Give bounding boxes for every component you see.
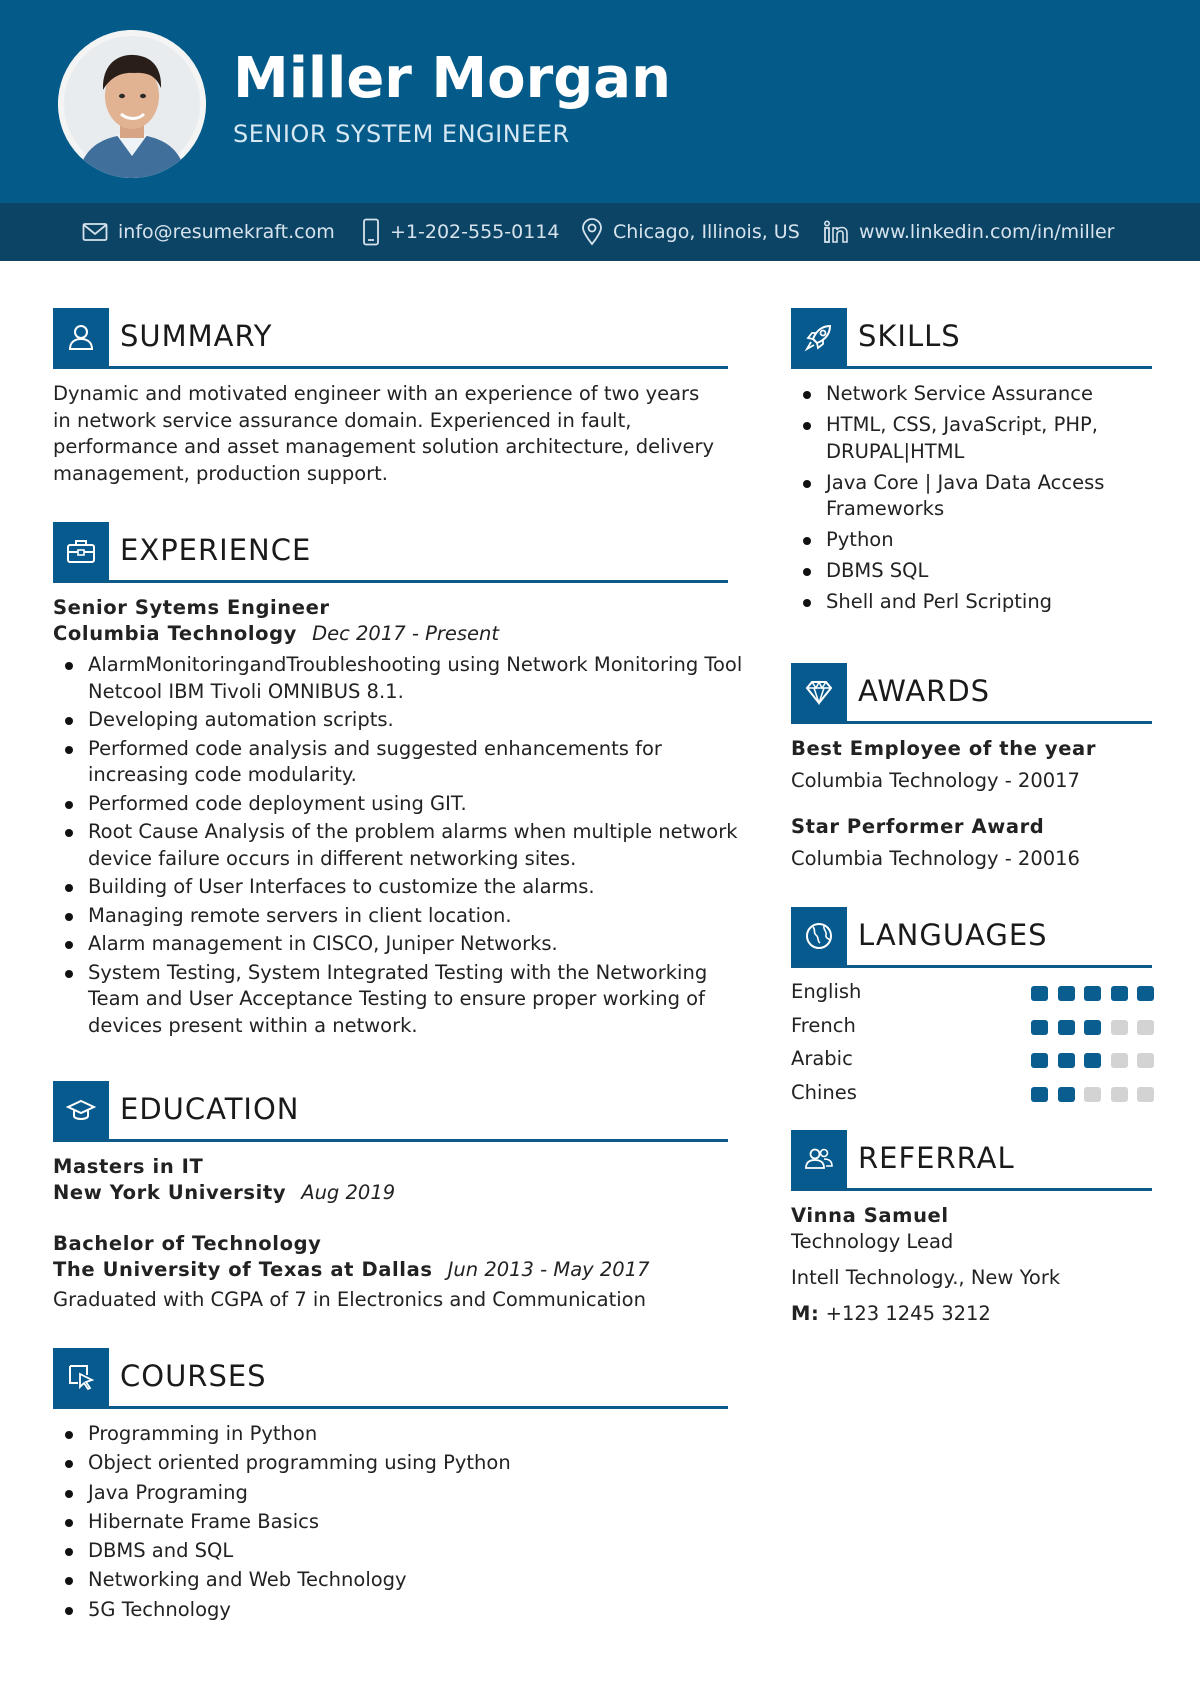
language-row [791, 1047, 1157, 1077]
proficiency-dot [1084, 986, 1101, 1001]
edu-school: New York University [53, 1181, 287, 1204]
referral-name: Vinna Samuel [791, 1204, 949, 1227]
awards-heading: AWARDS [858, 674, 991, 708]
job-company-line [53, 622, 499, 645]
cursor-click-icon [53, 1348, 109, 1406]
candidate-name: Miller Morgan [233, 46, 671, 111]
summary-text: Dynamic and motivated engineer with an experience of two years in network service assurance domain. Experienced in fault, performance and asset management solution architecture, delivery management, production support. [53, 382, 715, 485]
list-item: 5G Technology [53, 1597, 733, 1624]
proficiency-dot [1058, 1020, 1075, 1035]
referral-role: Technology Lead [791, 1230, 954, 1253]
list-item: Hibernate Frame Basics [53, 1509, 733, 1536]
list-item: HTML, CSS, JavaScript, PHP, DRUPAL|HTML [791, 412, 1136, 465]
list-item: Developing automation scripts. [53, 707, 743, 734]
award-title: Best Employee of the year [791, 737, 1097, 760]
language-name: Arabic [791, 1047, 853, 1070]
proficiency-dot [1111, 1087, 1128, 1102]
list-item: Python [791, 527, 1136, 554]
list-item: Object oriented programming using Python [53, 1450, 733, 1477]
proficiency-dot [1111, 1053, 1128, 1068]
courses-section-header [53, 1348, 728, 1409]
briefcase-icon [53, 522, 109, 580]
list-item: Building of User Interfaces to customize the alarms. [53, 874, 743, 901]
proficiency-dot [1058, 1087, 1075, 1102]
job-dates: Dec 2017 - Present [312, 622, 500, 645]
job-company: Columbia Technology [53, 622, 297, 645]
proficiency-dot [1058, 986, 1075, 1001]
job-bullet-list [53, 652, 743, 1039]
mobile-phone-icon [362, 218, 380, 246]
proficiency-dot [1031, 1020, 1048, 1035]
list-item: Shell and Perl Scripting [791, 589, 1136, 616]
summary-heading: SUMMARY [120, 319, 273, 353]
list-item: Networking and Web Technology [53, 1567, 733, 1594]
contact-email[interactable]: info@resumekraft.com [82, 203, 335, 261]
contact-location: Chicago, Illinois, US [581, 203, 800, 261]
proficiency-dot [1031, 1053, 1048, 1068]
job-title: Senior Sytems Engineer [53, 596, 330, 619]
award-detail: Columbia Technology - 20016 [791, 847, 1080, 870]
list-item: AlarmMonitoringandTroubleshooting using Network Monitoring Tool Netcool IBM Tivoli OMNIBUS 8.1. [53, 652, 743, 705]
linkedin-icon [823, 220, 849, 244]
edu-dates: Aug 2019 [301, 1181, 396, 1204]
contact-bar [0, 203, 1200, 261]
rocket-icon [791, 308, 847, 366]
proficiency-dot [1084, 1020, 1101, 1035]
user-icon [53, 308, 109, 366]
edu-degree: Bachelor of Technology [53, 1232, 322, 1255]
proficiency-dot [1137, 1020, 1154, 1035]
mail-icon [82, 222, 108, 242]
edu-school: The University of Texas at Dallas [53, 1258, 433, 1281]
edu-note: Graduated with CGPA of 7 in Electronics and Communication [53, 1288, 646, 1311]
experience-section-header [53, 522, 728, 583]
skills-list [791, 381, 1136, 620]
proficiency-dot [1058, 1053, 1075, 1068]
language-name: English [791, 980, 862, 1003]
skills-section-header [791, 308, 1152, 369]
list-item: Root Cause Analysis of the problem alarms when multiple network device failure occurs in different networking sites. [53, 819, 743, 872]
proficiency-dot [1031, 986, 1048, 1001]
experience-heading: EXPERIENCE [120, 533, 312, 567]
education-section-header [53, 1081, 728, 1142]
courses-heading: COURSES [120, 1359, 267, 1393]
candidate-title: SENIOR SYSTEM ENGINEER [233, 120, 570, 148]
list-item: Programming in Python [53, 1421, 733, 1448]
proficiency-dot [1137, 1087, 1154, 1102]
awards-section-header [791, 663, 1152, 724]
education-heading: EDUCATION [120, 1092, 300, 1126]
edu-school-line [53, 1181, 395, 1204]
proficiency-dot [1084, 1053, 1101, 1068]
list-item: Java Programing [53, 1480, 733, 1507]
languages-heading: LANGUAGES [858, 918, 1048, 952]
referral-company: Intell Technology., New York [791, 1266, 1061, 1289]
list-item: Performed code analysis and suggested enhancements for increasing code modularity. [53, 736, 743, 789]
award-detail: Columbia Technology - 20017 [791, 769, 1080, 792]
location-pin-icon [581, 218, 603, 246]
header-banner [0, 0, 1200, 203]
language-name: French [791, 1013, 856, 1037]
contact-phone[interactable]: +1-202-555-0114 [362, 203, 559, 261]
list-item: Java Core | Java Data Access Frameworks [791, 470, 1136, 523]
referral-section-header [791, 1130, 1152, 1191]
edu-dates: Jun 2013 - May 2017 [447, 1258, 650, 1281]
diamond-icon [791, 663, 847, 721]
list-item: DBMS and SQL [53, 1538, 733, 1565]
language-name: Chines [791, 1080, 857, 1104]
language-row [791, 1014, 1157, 1044]
list-item: Alarm management in CISCO, Juniper Networks. [53, 931, 743, 958]
language-row [791, 1081, 1157, 1111]
referral-phone-line [791, 1302, 991, 1325]
users-icon [791, 1130, 847, 1188]
profile-photo [58, 30, 206, 178]
referral-phone-label: M: [791, 1302, 820, 1325]
edu-school-line [53, 1258, 650, 1281]
proficiency-dot [1084, 1087, 1101, 1102]
list-item: DBMS SQL [791, 558, 1136, 585]
skills-heading: SKILLS [858, 319, 961, 353]
proficiency-dot [1111, 1020, 1128, 1035]
contact-linkedin[interactable]: www.linkedin.com/in/miller [823, 203, 1115, 261]
proficiency-dot [1137, 986, 1154, 1001]
referral-phone: +123 1245 3212 [825, 1302, 991, 1325]
edu-degree: Masters in IT [53, 1155, 204, 1178]
list-item: System Testing, System Integrated Testing with the Networking Team and User Acceptance Testing to ensure proper working of devices present within a network. [53, 960, 743, 1040]
list-item: Performed code deployment using GIT. [53, 791, 743, 818]
award-title: Star Performer Award [791, 815, 1045, 838]
language-row [791, 980, 1157, 1010]
proficiency-dot [1137, 1053, 1154, 1068]
languages-section-header [791, 907, 1152, 968]
summary-section-header [53, 308, 728, 369]
list-item: Network Service Assurance [791, 381, 1136, 408]
proficiency-dot [1111, 986, 1128, 1001]
referral-heading: REFERRAL [858, 1141, 1015, 1175]
globe-icon [791, 907, 847, 965]
proficiency-dot [1031, 1087, 1048, 1102]
list-item: Managing remote servers in client location. [53, 903, 743, 930]
graduation-cap-icon [53, 1081, 109, 1139]
courses-list [53, 1421, 733, 1626]
